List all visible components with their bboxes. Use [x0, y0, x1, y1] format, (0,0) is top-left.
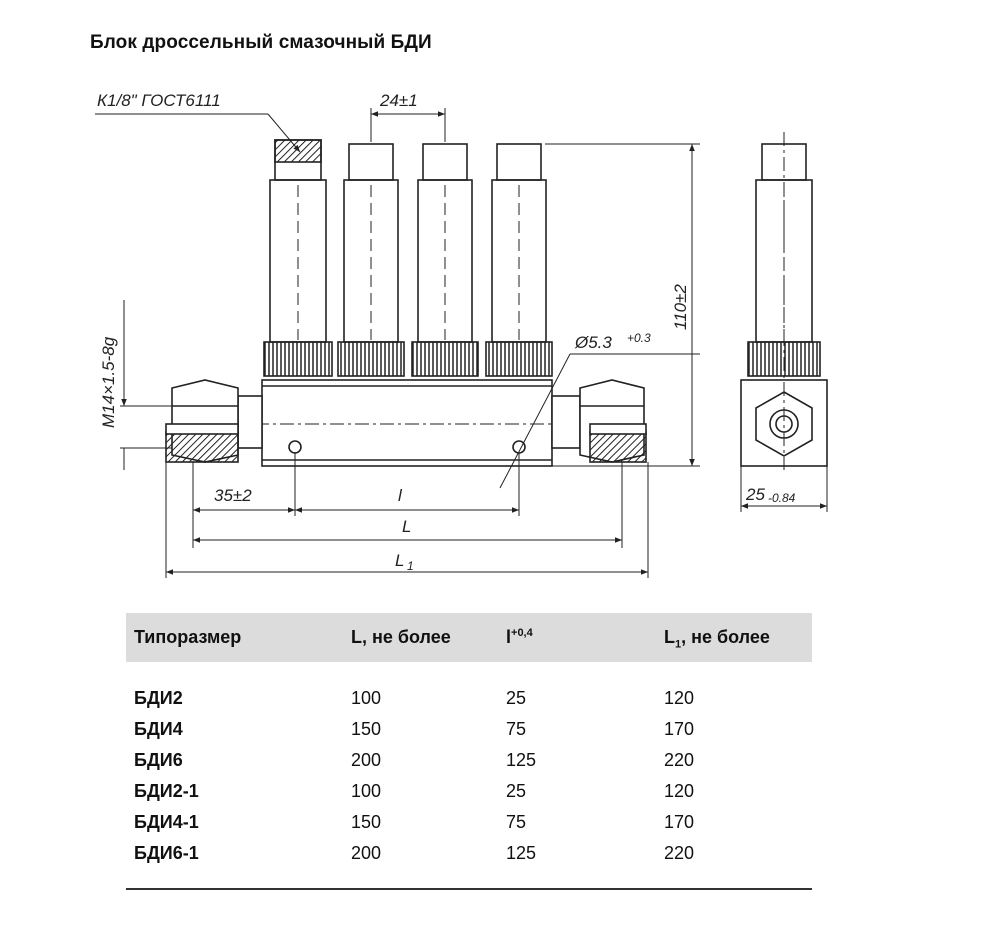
header-type: Типоразмер [134, 627, 242, 647]
page-title: Блок дроссельный смазочный БДИ [90, 32, 432, 53]
pitch-label: 24±1 [380, 91, 418, 110]
throttle-column-1 [264, 140, 332, 376]
block-body [262, 380, 552, 466]
throttle-column-4 [486, 144, 552, 376]
throttle-column-3 [412, 144, 478, 376]
width-label: 25 [746, 485, 765, 504]
side-thread-label: M14×1.5-8g [99, 336, 118, 428]
throttle-column-2 [338, 144, 404, 376]
table-bottom-rule [126, 888, 812, 890]
header-L1: $L_1$, не более [664, 627, 770, 651]
L-label: L [402, 517, 412, 536]
offset-label: 35±2 [214, 486, 252, 505]
L1-subscript: 1 [407, 559, 414, 573]
header-L: L, не более [351, 627, 451, 647]
hole-tolerance: +0.3 [627, 331, 651, 345]
thread-label: К1/8" ГОСТ6111 [97, 91, 221, 110]
header-l: $l^{+0,4}$ [506, 627, 533, 647]
width-tolerance: -0.84 [768, 491, 796, 505]
height-label: 110±2 [671, 284, 690, 330]
L1-label: L [395, 551, 405, 570]
table-header [126, 613, 812, 662]
l-label: l [398, 486, 402, 505]
hole-label: Ø5.3 [575, 333, 612, 352]
spec-table: Типоразмер L, не более $l^{+0,4}$ $L_1$, не более БДИ2 100 25 120 БДИ4 150 75 170 БДИ6 200 125 220 БДИ2-1 100 25 120 БДИ4-1 150 75 170 БДИ6-1 200 125 220 [126, 613, 812, 662]
side-view [741, 132, 827, 470]
